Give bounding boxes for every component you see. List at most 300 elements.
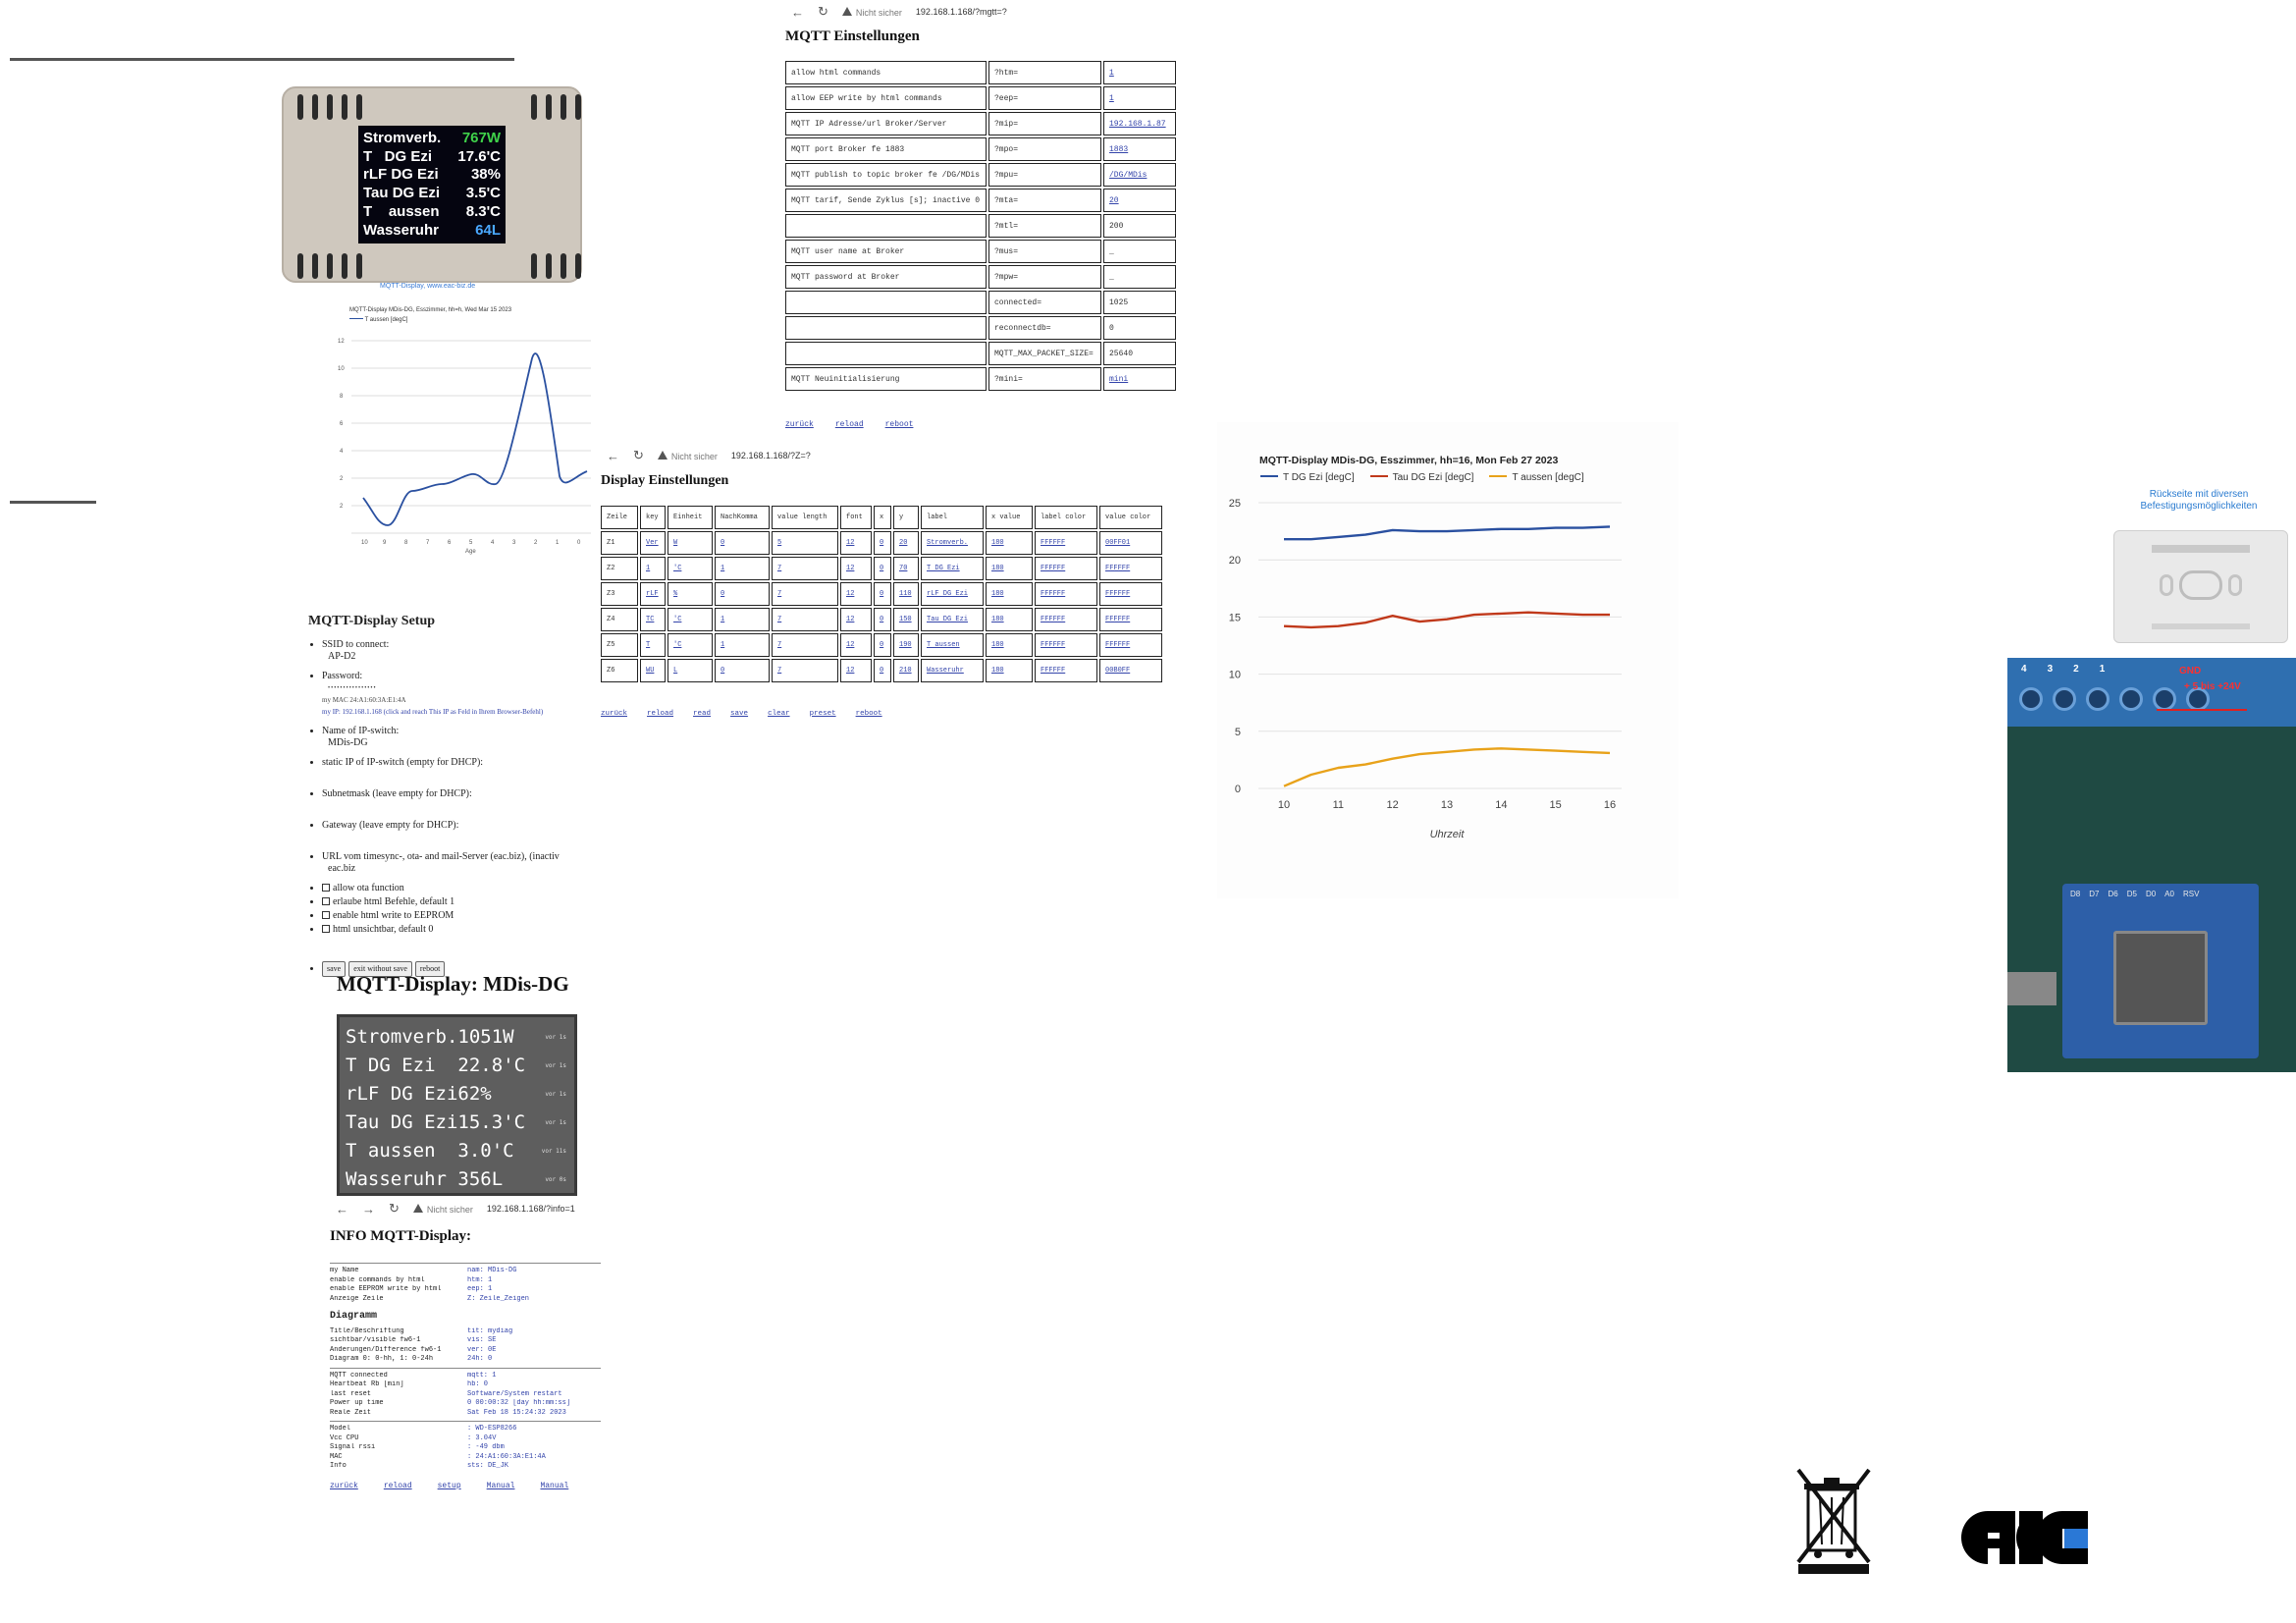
- link-clear[interactable]: clear: [768, 710, 790, 718]
- cell-value[interactable]: 12: [846, 616, 855, 623]
- setting-value[interactable]: [1103, 342, 1176, 365]
- table-row: [785, 189, 1176, 212]
- legend-swatch: [1489, 475, 1507, 477]
- check-hidden[interactable]: • html unsichtbar, default 0: [322, 924, 593, 936]
- checkbox[interactable]: [322, 925, 330, 933]
- cell-value[interactable]: 12: [846, 667, 855, 675]
- table-cell[interactable]: [640, 659, 666, 682]
- terminal-label: 1: [2099, 664, 2106, 675]
- info-value[interactable]: : -49 dbm: [467, 1443, 505, 1451]
- info-url[interactable]: 192.168.1.168/?info=1: [486, 1204, 575, 1214]
- cell-value[interactable]: W: [673, 539, 678, 547]
- back-icon[interactable]: ←: [791, 4, 804, 20]
- cell-value[interactable]: L: [673, 667, 678, 675]
- cell-value[interactable]: 7: [777, 590, 782, 598]
- mqtt-links: [785, 420, 913, 429]
- cell-value[interactable]: T aussen: [927, 641, 960, 649]
- table-cell[interactable]: [640, 557, 666, 580]
- terminal-label: 2: [2073, 664, 2079, 675]
- table-cell[interactable]: [667, 557, 713, 580]
- cell-value[interactable]: 180: [991, 590, 1004, 598]
- cell-value[interactable]: 180: [991, 641, 1004, 649]
- chart-title: MQTT-Display MDis-DG, Esszimmer, hh=16, Mon Feb 27 2023: [1259, 455, 1559, 466]
- x-tick-label: 15: [1549, 799, 1562, 811]
- setting-value-link[interactable]: _: [1109, 272, 1114, 282]
- cell-value[interactable]: 'C: [673, 565, 682, 572]
- link-reboot[interactable]: reboot: [855, 710, 882, 718]
- table-cell[interactable]: [640, 633, 666, 657]
- url-field[interactable]: • URL vom timesync-, ota- and mail-Server (eac.biz), (inactiv eac.biz: [322, 851, 593, 875]
- setting-value[interactable]: [1103, 316, 1176, 340]
- table-cell[interactable]: [772, 633, 838, 657]
- setting-key: ?mpw=: [988, 265, 1101, 289]
- table-cell[interactable]: [986, 659, 1033, 682]
- cell-value[interactable]: TC: [646, 616, 655, 623]
- cell-value[interactable]: 1: [646, 565, 651, 572]
- mdis-value: 3.0'C: [457, 1140, 514, 1162]
- cell-value[interactable]: 180: [991, 616, 1004, 623]
- lcd-label: T DG Ezi: [363, 147, 433, 165]
- reload-icon[interactable]: ↻: [818, 4, 828, 19]
- password-field[interactable]: • Password: •••••••••••••••• my MAC 24:A1:60:3A:E1:4A my IP: 192.168.1.168 (click and reach This IP as Feld in Ihrem Browser-Befehl): [322, 671, 593, 718]
- power-label: + 5 bis +24V: [2184, 681, 2241, 692]
- setting-value-link[interactable]: 200: [1109, 221, 1124, 231]
- cell-value[interactable]: 1: [721, 641, 725, 649]
- cell-value[interactable]: 12: [846, 641, 855, 649]
- table-cell[interactable]: [1099, 531, 1162, 555]
- lcd-value: 17.6'C: [457, 147, 501, 165]
- table-cell[interactable]: [874, 582, 891, 606]
- table-cell[interactable]: [667, 608, 713, 631]
- legend-label: Tau DG Ezi [degC]: [1392, 472, 1474, 483]
- mdis-row: [346, 1023, 568, 1052]
- cell-value[interactable]: 0: [880, 667, 884, 675]
- info-key: enable commands by html: [330, 1275, 425, 1284]
- setting-value-link[interactable]: /DG/MDis: [1109, 170, 1148, 180]
- mdis-label: Tau DG Ezi: [346, 1111, 458, 1133]
- table-cell[interactable]: [715, 582, 770, 606]
- small-chart-title: MQTT-Display MDis-DG, Esszimmer, hh=h, Wed Mar 15 2023: [349, 307, 512, 313]
- check-ota[interactable]: • allow ota function: [322, 883, 593, 894]
- setting-value[interactable]: [1103, 163, 1176, 187]
- table-row: [785, 163, 1176, 187]
- setting-value-link[interactable]: _: [1109, 246, 1114, 256]
- check-eeprom[interactable]: • enable html write to EEPROM: [322, 910, 593, 922]
- cell-value[interactable]: 0: [880, 590, 884, 598]
- cell-value[interactable]: 0: [880, 616, 884, 623]
- eac-logo: [1960, 1509, 2090, 1566]
- table-cell[interactable]: [772, 531, 838, 555]
- table-cell[interactable]: [772, 582, 838, 606]
- setting-value[interactable]: [1103, 291, 1176, 314]
- table-row: [785, 265, 1176, 289]
- setting-value-link[interactable]: 25640: [1109, 349, 1134, 358]
- cell-value[interactable]: 70: [899, 565, 908, 572]
- cell-value[interactable]: 150: [899, 616, 912, 623]
- display-title: Display Einstellungen: [601, 473, 729, 488]
- gateway-field[interactable]: • Gateway (leave empty for DHCP):: [322, 820, 593, 843]
- cell-value[interactable]: 0: [721, 539, 725, 547]
- table-cell[interactable]: [715, 659, 770, 682]
- exit-button[interactable]: exit without save: [348, 961, 412, 977]
- link-save[interactable]: save: [730, 710, 749, 718]
- table-cell[interactable]: [715, 531, 770, 555]
- table-cell[interactable]: [874, 531, 891, 555]
- table-cell[interactable]: [640, 582, 666, 606]
- cell-value[interactable]: 180: [991, 565, 1004, 572]
- checkbox[interactable]: [322, 911, 330, 919]
- setting-value-link[interactable]: mini: [1109, 374, 1129, 384]
- table-cell[interactable]: [715, 608, 770, 631]
- diagram-heading: Diagramm: [330, 1311, 378, 1322]
- link-manual[interactable]: Manual: [540, 1481, 569, 1490]
- info-value[interactable]: hb: 0: [467, 1380, 489, 1388]
- setting-value-link[interactable]: 192.168.1.87: [1109, 119, 1166, 129]
- cell-value[interactable]: 0: [721, 667, 725, 675]
- table-cell[interactable]: [772, 557, 838, 580]
- legend-item: [1489, 472, 1583, 483]
- setting-value[interactable]: [1103, 214, 1176, 238]
- link-zurück[interactable]: zurück: [601, 710, 628, 718]
- mqtt-url[interactable]: 192.168.1.168/?mgtt=?: [915, 7, 1007, 17]
- cell-value: Z4: [607, 616, 615, 623]
- table-cell[interactable]: [921, 608, 984, 631]
- terminal-label: 4: [2021, 664, 2027, 675]
- table-cell[interactable]: [921, 582, 984, 606]
- cell-value[interactable]: 00FF01: [1105, 539, 1131, 547]
- ssid-field[interactable]: • SSID to connect: AP-D2: [322, 639, 593, 663]
- table-cell[interactable]: [874, 633, 891, 657]
- table-cell[interactable]: [986, 531, 1033, 555]
- table-cell[interactable]: [667, 659, 713, 682]
- table-cell[interactable]: [667, 531, 713, 555]
- check-html[interactable]: • erlaube html Befehle, default 1: [322, 896, 593, 908]
- svg-text:8: 8: [404, 540, 408, 546]
- link-reload[interactable]: reload: [383, 1481, 412, 1490]
- setting-value-link[interactable]: 1883: [1109, 144, 1129, 154]
- link-manual[interactable]: Manual: [486, 1481, 515, 1490]
- setting-value-link[interactable]: 1: [1109, 93, 1114, 103]
- checkbox[interactable]: [322, 897, 330, 905]
- info-key: last reset: [330, 1389, 372, 1398]
- table-cell[interactable]: [921, 659, 984, 682]
- svg-text:2: 2: [340, 476, 344, 482]
- table-cell[interactable]: [1099, 633, 1162, 657]
- reload-icon[interactable]: ↻: [633, 448, 644, 462]
- legend-swatch: [1260, 475, 1278, 477]
- info-value[interactable]: ver: 0E: [467, 1345, 497, 1354]
- svg-text:4: 4: [340, 449, 344, 455]
- cell-value[interactable]: Tau DG Ezi: [927, 616, 969, 623]
- info-value[interactable]: vis: SE: [467, 1336, 497, 1344]
- lcd-label: Wasseruhr: [363, 221, 439, 239]
- table-cell[interactable]: [1035, 659, 1097, 682]
- link-reload[interactable]: reload: [647, 710, 674, 718]
- cell-value[interactable]: 0: [880, 565, 884, 572]
- cell-value: Z6: [607, 667, 615, 675]
- cell-value[interactable]: 7: [777, 667, 782, 675]
- info-key: Vcc CPU: [330, 1434, 359, 1442]
- table-cell[interactable]: [893, 531, 919, 555]
- table-cell[interactable]: [921, 531, 984, 555]
- cell-value[interactable]: Stromverb.: [927, 539, 969, 547]
- info-value[interactable]: htm: 1: [467, 1275, 493, 1284]
- cell-value[interactable]: T: [646, 641, 651, 649]
- name-field[interactable]: • Name of IP-switch: MDis-DG: [322, 726, 593, 749]
- info-value[interactable]: : WD-ESP8266: [467, 1425, 517, 1433]
- table-cell[interactable]: [1035, 557, 1097, 580]
- table-cell[interactable]: [874, 659, 891, 682]
- column-header: x: [874, 506, 891, 529]
- small-chart: [334, 329, 599, 560]
- cell-value[interactable]: 12: [846, 539, 855, 547]
- info-value[interactable]: : 3.04V: [467, 1434, 497, 1442]
- cell-value[interactable]: 190: [899, 641, 912, 649]
- link-zurück[interactable]: zurück: [785, 420, 814, 429]
- info-row: [330, 1453, 601, 1463]
- setting-value-link[interactable]: 1: [1109, 68, 1114, 78]
- info-value[interactable]: mqtt: 1: [467, 1371, 497, 1380]
- cell-value[interactable]: 00B0FF: [1105, 667, 1131, 675]
- link-preset[interactable]: preset: [809, 710, 836, 718]
- table-cell[interactable]: [640, 531, 666, 555]
- mdis-label: rLF DG Ezi: [346, 1083, 458, 1105]
- table-cell[interactable]: [640, 608, 666, 631]
- link-zurück[interactable]: zurück: [330, 1481, 358, 1490]
- series-line: [1284, 613, 1610, 627]
- svg-text:3: 3: [512, 540, 516, 546]
- column-header: Zeile: [601, 506, 638, 529]
- cell-value[interactable]: 180: [991, 539, 1004, 547]
- table-cell[interactable]: [1099, 582, 1162, 606]
- info-value[interactable]: sts: DE_JK: [467, 1462, 509, 1470]
- legend-label: T aussen [degC]: [1512, 472, 1584, 483]
- table-cell[interactable]: [986, 557, 1033, 580]
- info-value[interactable]: 24h: 0: [467, 1355, 493, 1363]
- table-cell[interactable]: [840, 531, 872, 555]
- svg-text:0: 0: [577, 540, 581, 546]
- cell-value[interactable]: T DG Ezi: [927, 565, 960, 572]
- table-cell[interactable]: [986, 633, 1033, 657]
- back-icon[interactable]: ←: [336, 1201, 348, 1217]
- info-row: [330, 1276, 601, 1286]
- table-cell[interactable]: [667, 582, 713, 606]
- table-cell[interactable]: [893, 608, 919, 631]
- setting-label: MQTT user name at Broker: [785, 240, 987, 263]
- setting-value[interactable]: [1103, 240, 1176, 263]
- cell-value[interactable]: FFFFFF: [1041, 667, 1066, 675]
- cell-value[interactable]: 5: [777, 539, 782, 547]
- cell-value[interactable]: FFFFFF: [1105, 565, 1131, 572]
- table-cell[interactable]: [893, 659, 919, 682]
- display-links: [601, 710, 882, 718]
- table-cell[interactable]: [840, 582, 872, 606]
- cell-value[interactable]: 12: [846, 565, 855, 572]
- cell-value: Z3: [607, 590, 615, 598]
- cell-value[interactable]: FFFFFF: [1041, 616, 1066, 623]
- cell-value[interactable]: %: [673, 590, 678, 598]
- cell-value[interactable]: 1: [721, 616, 725, 623]
- table-cell[interactable]: [874, 557, 891, 580]
- table-cell[interactable]: [986, 608, 1033, 631]
- cell-value[interactable]: FFFFFF: [1105, 590, 1131, 598]
- setting-value-link[interactable]: 1025: [1109, 298, 1129, 307]
- cell-value[interactable]: 0: [880, 539, 884, 547]
- setting-value-link[interactable]: 20: [1109, 195, 1119, 205]
- cell-value[interactable]: 7: [777, 641, 782, 649]
- table-cell[interactable]: [840, 608, 872, 631]
- setting-value[interactable]: [1103, 189, 1176, 212]
- cell-value[interactable]: FFFFFF: [1105, 641, 1131, 649]
- cell-value[interactable]: 110: [899, 590, 912, 598]
- cell-value[interactable]: FFFFFF: [1041, 565, 1066, 572]
- cell-value[interactable]: rLF DG Ezi: [927, 590, 969, 598]
- reboot-button[interactable]: reboot: [415, 961, 445, 977]
- table-cell: [601, 531, 638, 555]
- setting-value[interactable]: [1103, 367, 1176, 391]
- cell-value[interactable]: 210: [899, 667, 912, 675]
- link-reload[interactable]: reload: [834, 420, 864, 429]
- cell-value[interactable]: FFFFFF: [1041, 590, 1066, 598]
- cell-value[interactable]: Wasseruhr: [927, 667, 964, 675]
- subnet-field[interactable]: • Subnetmask (leave empty for DHCP):: [322, 788, 593, 812]
- x-tick-label: 12: [1386, 799, 1399, 811]
- table-cell[interactable]: [840, 633, 872, 657]
- table-cell[interactable]: [715, 557, 770, 580]
- reload-icon[interactable]: ↻: [389, 1201, 400, 1216]
- info-row: [330, 1434, 601, 1444]
- cell-value[interactable]: FFFFFF: [1041, 641, 1066, 649]
- cell-value[interactable]: 12: [846, 590, 855, 598]
- table-row: [601, 633, 1162, 657]
- table-cell[interactable]: [893, 582, 919, 606]
- cell-value[interactable]: Ver: [646, 539, 659, 547]
- table-cell[interactable]: [893, 557, 919, 580]
- column-header: label: [921, 506, 984, 529]
- setting-value-link[interactable]: 0: [1109, 323, 1114, 333]
- info-row: [330, 1372, 601, 1381]
- table-cell[interactable]: [1099, 608, 1162, 631]
- setting-value[interactable]: [1103, 61, 1176, 84]
- table-cell[interactable]: [921, 633, 984, 657]
- info-value[interactable]: 0 00:00:32 [day hh:mm:ss]: [467, 1399, 571, 1407]
- setting-value[interactable]: [1103, 112, 1176, 135]
- cell-value[interactable]: 'C: [673, 616, 682, 623]
- cell-value[interactable]: 20: [899, 539, 908, 547]
- setting-label: [785, 214, 987, 238]
- chart-legend: [1260, 472, 1584, 483]
- table-cell[interactable]: [1035, 608, 1097, 631]
- info-key: sichtbar/visible fw6-1: [330, 1336, 421, 1344]
- setting-key: ?mini=: [988, 367, 1101, 391]
- table-cell[interactable]: [921, 557, 984, 580]
- info-key: Signal rssi: [330, 1443, 376, 1451]
- not-secure-label: Nicht sicher: [855, 7, 902, 18]
- vents-bottom: [297, 253, 362, 279]
- lcd-row: [363, 222, 501, 241]
- link-setup[interactable]: setup: [437, 1481, 461, 1490]
- table-cell[interactable]: [1035, 582, 1097, 606]
- link-read[interactable]: read: [693, 710, 712, 718]
- info-row: [330, 1462, 601, 1472]
- y-tick-label: 20: [1228, 555, 1241, 568]
- info-value[interactable]: tit: mydiag: [467, 1326, 513, 1335]
- table-cell[interactable]: [667, 633, 713, 657]
- legend-swatch: [1370, 475, 1388, 477]
- setting-label: MQTT publish to topic broker fe /DG/MDis: [785, 163, 987, 187]
- cell-value[interactable]: WU: [646, 667, 655, 675]
- ip-link[interactable]: my IP: 192.168.1.168 (click and reach This IP as Feld in Ihrem Browser-Befehl): [322, 708, 544, 716]
- info-value[interactable]: eep: 1: [467, 1285, 493, 1293]
- info-value[interactable]: Software/System restart: [467, 1389, 562, 1398]
- series-line: [1284, 748, 1610, 785]
- setting-label: MQTT port Broker fe 1883: [785, 137, 987, 161]
- checkbox[interactable]: [322, 884, 330, 892]
- svg-text:8: 8: [340, 394, 344, 400]
- table-cell[interactable]: [1099, 557, 1162, 580]
- cell-value[interactable]: 0: [880, 641, 884, 649]
- warning-icon: [658, 451, 667, 460]
- setting-value[interactable]: [1103, 137, 1176, 161]
- mac-line: my MAC 24:A1:60:3A:E1:4A: [322, 696, 406, 704]
- link-reboot[interactable]: reboot: [884, 420, 914, 429]
- info-value[interactable]: Sat Feb 18 15:24:32 2023: [467, 1408, 566, 1417]
- forward-icon[interactable]: →: [362, 1201, 375, 1217]
- table-cell[interactable]: [840, 557, 872, 580]
- info-value[interactable]: Z: Zeile_Zeigen: [467, 1294, 530, 1303]
- display-url[interactable]: 192.168.1.168/?Z=?: [730, 451, 811, 460]
- setting-label: MQTT Neuinitialisierung: [785, 367, 987, 391]
- setting-label: [785, 342, 987, 365]
- cell-value[interactable]: rLF: [646, 590, 659, 598]
- cell-value[interactable]: 7: [777, 565, 782, 572]
- info-value[interactable]: : 24:A1:60:3A:E1:4A: [467, 1452, 546, 1461]
- static-ip-field[interactable]: • static IP of IP-switch (empty for DHCP):: [322, 757, 593, 781]
- y-tick-label: 10: [1228, 669, 1241, 681]
- setting-key: ?mip=: [988, 112, 1101, 135]
- cell-value[interactable]: 'C: [673, 641, 682, 649]
- cell-value[interactable]: FFFFFF: [1041, 539, 1066, 547]
- cell-value[interactable]: 7: [777, 616, 782, 623]
- svg-text:9: 9: [383, 540, 387, 546]
- setting-label: allow EEP write by html commands: [785, 86, 987, 110]
- table-cell[interactable]: [1035, 531, 1097, 555]
- table-cell[interactable]: [893, 633, 919, 657]
- y-tick-label: 25: [1228, 498, 1241, 510]
- info-value[interactable]: nam: MDis-DG: [467, 1267, 517, 1274]
- save-button[interactable]: save: [322, 961, 346, 977]
- table-cell[interactable]: [986, 582, 1033, 606]
- vents-top-right: [531, 94, 581, 120]
- table-cell[interactable]: [772, 659, 838, 682]
- setup-title: MQTT-Display Setup: [308, 614, 436, 628]
- table-cell[interactable]: [1035, 633, 1097, 657]
- cell-value[interactable]: 180: [991, 667, 1004, 675]
- table-cell[interactable]: [772, 608, 838, 631]
- table-cell[interactable]: [1099, 659, 1162, 682]
- cell-value[interactable]: 0: [721, 590, 725, 598]
- setting-value[interactable]: [1103, 86, 1176, 110]
- cell-value[interactable]: 1: [721, 565, 725, 572]
- pin-label: D0: [2145, 890, 2157, 898]
- cell-value[interactable]: FFFFFF: [1105, 616, 1131, 623]
- back-icon[interactable]: ←: [607, 448, 619, 463]
- y-tick-label: 5: [1234, 726, 1241, 738]
- setting-value[interactable]: [1103, 265, 1176, 289]
- table-cell[interactable]: [715, 633, 770, 657]
- table-cell[interactable]: [874, 608, 891, 631]
- table-cell[interactable]: [840, 659, 872, 682]
